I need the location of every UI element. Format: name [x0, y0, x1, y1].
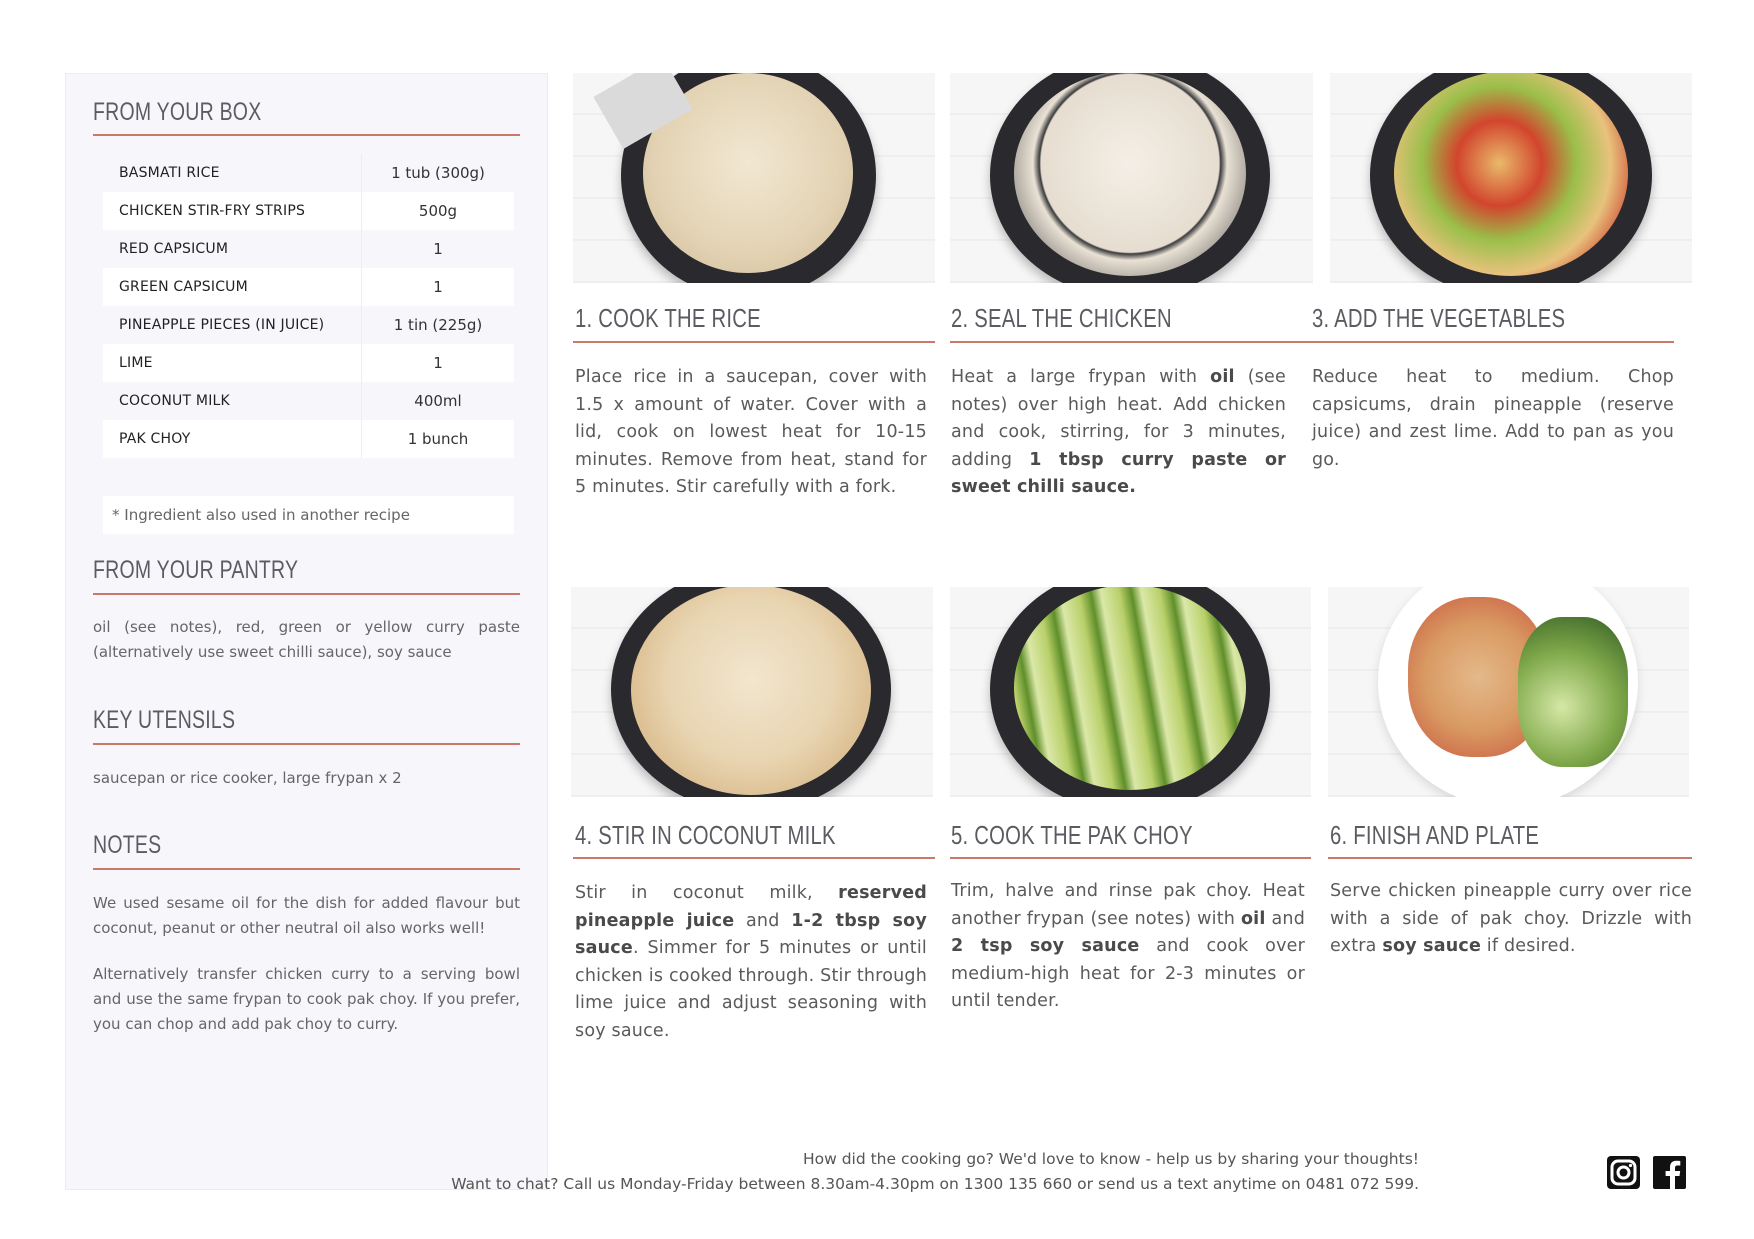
ingredient-name: PAK CHOY	[119, 431, 191, 447]
ingredient-qty: 1	[361, 344, 514, 382]
ingredient-row	[103, 306, 514, 344]
ingredient-qty: 1 tin (225g)	[361, 306, 514, 344]
ingredient-name: GREEN CAPSICUM	[119, 279, 248, 295]
step-4-title: 4. STIR IN COCONUT MILK	[575, 820, 836, 850]
step-3-title: 3. ADD THE VEGETABLES	[1312, 303, 1566, 333]
instagram-icon[interactable]	[1606, 1155, 1641, 1190]
feedback-line: How did the cooking go? We'd love to know - help us by sharing your thoughts!	[802, 1150, 1419, 1168]
ingredient-row	[103, 192, 514, 230]
section-divider	[93, 743, 520, 745]
ingredient-qty: 400ml	[361, 382, 514, 420]
from-your-pantry-title: FROM YOUR PANTRY	[93, 556, 299, 584]
ingredient-qty: 1 tub (300g)	[361, 154, 514, 192]
utensils-text: saucepan or rice cooker, large frypan x 2	[93, 769, 402, 787]
ingredient-qty: 1 bunch	[361, 420, 514, 458]
ingredient-row	[103, 382, 514, 420]
step-2-photo	[950, 73, 1313, 283]
ingredients-sidebar	[65, 73, 548, 1190]
step-1-photo	[573, 73, 935, 283]
ingredient-row	[103, 420, 514, 458]
step-divider	[573, 341, 935, 343]
facebook-icon[interactable]	[1652, 1155, 1687, 1190]
step-6-title: 6. FINISH AND PLATE	[1330, 820, 1540, 850]
contact-line: Want to chat? Call us Monday-Friday between 8.30am-4.30pm on 1300 135 660 or send us a text anytime on 0481 072 599.	[451, 1175, 1419, 1193]
notes-title: NOTES	[93, 831, 162, 859]
ingredient-footnote: * Ingredient also used in another recipe	[103, 496, 514, 534]
pantry-text: oil (see notes), red, green or yellow curry paste (alternatively use sweet chilli sauce), soy sauce	[93, 618, 520, 661]
ingredient-name: COCONUT MILK	[119, 393, 230, 409]
step-6-text: Serve chicken pineapple curry over rice with a side of pak choy. Drizzle with extra soy sauce if desired.	[1330, 881, 1692, 956]
step-1-text: Place rice in a saucepan, cover with 1.5 x amount of water. Cover with a lid, cook on lowest heat for 10-15 minutes. Remove from heat, stand for 5 minutes. Stir carefully with a fork.	[575, 367, 927, 497]
step-3-photo	[1330, 73, 1692, 283]
step-6-photo	[1328, 587, 1689, 797]
ingredient-name: PINEAPPLE PIECES (IN JUICE)	[119, 317, 325, 333]
ingredient-qty: 1	[361, 230, 514, 268]
step-1-title: 1. COOK THE RICE	[575, 303, 761, 333]
step-3-text: Reduce heat to medium. Chop capsicums, drain pineapple (reserve juice) and zest lime. Add to pan as you go.	[1312, 367, 1674, 470]
notes-text-1: We used sesame oil for the dish for added flavour but coconut, peanut or other neutral oil also works well!	[93, 894, 520, 937]
ingredient-row	[103, 344, 514, 382]
step-2-text: Heat a large frypan with oil (see notes) over high heat. Add chicken and cook, stirring, for 3 minutes, adding 1 tbsp curry paste or sweet chilli sauce.	[951, 367, 1286, 497]
step-5-text: Trim, halve and rinse pak choy. Heat another frypan (see notes) with oil and 2 tsp soy sauce and cook over medium-high heat for 2-3 minutes or until tender.	[951, 881, 1305, 1011]
step-divider	[1312, 341, 1674, 343]
step-5-title: 5. COOK THE PAK CHOY	[951, 820, 1193, 850]
step-divider	[950, 857, 1311, 859]
step-2-title: 2. SEAL THE CHICKEN	[951, 303, 1172, 333]
ingredients-table	[103, 154, 514, 458]
step-divider	[1328, 857, 1692, 859]
ingredient-name: BASMATI RICE	[119, 165, 220, 181]
step-divider	[950, 341, 1313, 343]
section-divider	[93, 134, 520, 136]
key-utensils-title: KEY UTENSILS	[93, 706, 236, 734]
ingredient-name: CHICKEN STIR-FRY STRIPS	[119, 203, 306, 219]
ingredient-row	[103, 154, 514, 192]
ingredient-row	[103, 268, 514, 306]
section-divider	[93, 593, 520, 595]
step-5-photo	[950, 587, 1311, 797]
ingredient-row	[103, 230, 514, 268]
section-divider	[93, 868, 520, 870]
ingredient-qty: 1	[361, 268, 514, 306]
notes-text-2: Alternatively transfer chicken curry to a serving bowl and use the same frypan to cook pak choy. If you prefer, you can chop and add pak choy to curry.	[93, 965, 520, 1033]
ingredient-qty: 500g	[361, 192, 514, 230]
ingredient-name: LIME	[119, 355, 153, 371]
step-divider	[573, 857, 935, 859]
step-4-photo	[571, 587, 933, 797]
from-your-box-title: FROM YOUR BOX	[93, 98, 262, 126]
ingredient-name: RED CAPSICUM	[119, 241, 229, 257]
step-4-text: Stir in coconut milk, reserved pineapple juice and 1-2 tbsp soy sauce. Simmer for 5 minutes or until chicken is cooked through. Stir through lime juice and adjust seasoning with soy sauce.	[575, 883, 927, 1041]
